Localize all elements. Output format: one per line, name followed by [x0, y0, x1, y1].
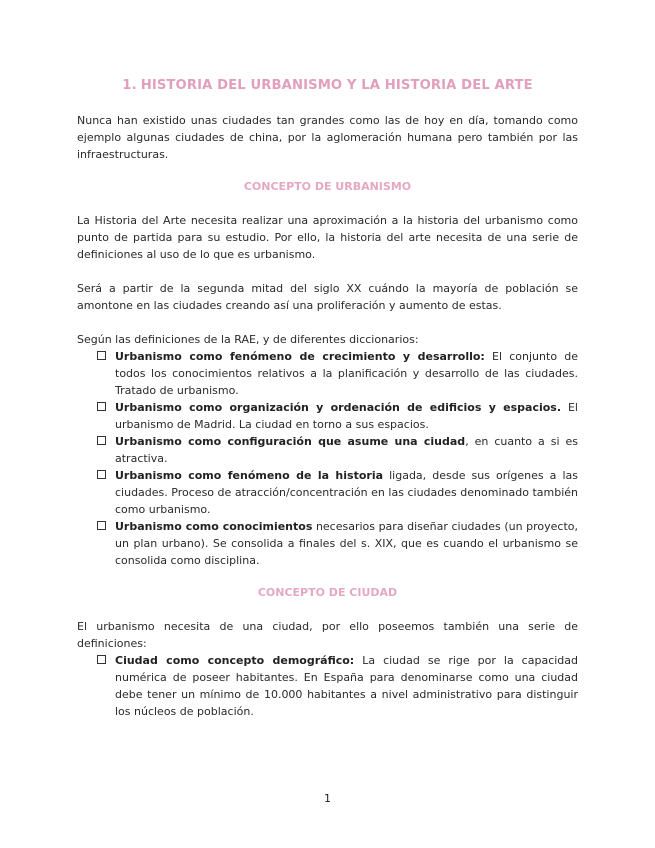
list-item — [77, 399, 578, 433]
checkbox-icon[interactable] — [97, 402, 106, 411]
urbanismo-definition-list — [77, 348, 578, 569]
checkbox-icon[interactable] — [97, 655, 106, 664]
list-item — [77, 518, 578, 569]
checkbox-icon[interactable] — [97, 436, 106, 445]
list-item-term: Ciudad como concepto demográfico: — [115, 654, 355, 667]
title-number: 1. — [122, 78, 137, 93]
list-item-text: La ciudad se rige por la capacidad numérica de poseer habitantes. En España para denominarse como una ciudad debe tener un mínimo de 10.000 habitantes a nivel administrativo para distinguir los núcleos de población. — [115, 654, 579, 718]
list-item-term: Urbanismo como fenómeno de crecimiento y desarrollo: — [115, 350, 485, 363]
page-title — [77, 78, 578, 93]
list-item-term: Urbanismo como fenómeno de la historia — [115, 469, 384, 482]
section-heading-ciudad: CONCEPTO DE CIUDAD — [257, 586, 398, 599]
list-item — [77, 433, 578, 467]
ciudad-paragraph-1: El urbanismo necesita de una ciudad, por ello poseemos también una serie de definiciones: — [77, 620, 578, 650]
urbanismo-list-intro: Según las definiciones de la RAE, y de diferentes diccionarios: — [77, 333, 419, 346]
list-item — [77, 652, 578, 720]
list-item-text: , en cuanto a si es atractiva. — [115, 435, 578, 465]
page-number: 1 — [324, 792, 331, 805]
list-item-term: Urbanismo como conocimientos — [115, 520, 313, 533]
list-item-text: necesarios para diseñar ciudades (un proyecto, un plan urbano). Se consolida a finales del s. XIX, que es cuando el urbanismo se consolida como disciplina. — [115, 520, 578, 567]
urbanismo-paragraph-2: Será a partir de la segunda mitad del siglo XX cuándo la mayoría de población se amontone en las ciudades creando así una proliferación y aumento de estas. — [77, 282, 578, 312]
list-item — [77, 348, 578, 399]
ciudad-definition-list — [77, 652, 578, 720]
checkbox-icon[interactable] — [97, 521, 106, 530]
list-item-term: Urbanismo como configuración que asume una ciudad — [115, 435, 466, 448]
list-item-text: ligada, desde sus orígenes a las ciudades. Proceso de atracción/concentración en las ciudades denominado también como urbanismo. — [115, 469, 579, 516]
list-item — [77, 467, 578, 518]
intro-paragraph: Nunca han existido unas ciudades tan grandes como las de hoy en día, tomando como ejemplo algunas ciudades de china, por la aglomeración humana pero también por las infraestructuras. — [77, 114, 578, 161]
urbanismo-paragraph-1: La Historia del Arte necesita realizar una aproximación a la historia del urbanismo como punto de partida para su estudio. Por ello, la historia del arte necesita de una serie de definiciones al uso de lo que es urbanismo. — [77, 214, 578, 261]
checkbox-icon[interactable] — [97, 470, 106, 479]
section-heading-urbanismo: CONCEPTO DE URBANISMO — [243, 180, 412, 193]
list-item-term: Urbanismo como organización y ordenación de edificios y espacios. — [115, 401, 562, 414]
title-text: HISTORIA DEL URBANISMO Y LA HISTORIA DEL ARTE — [140, 78, 533, 93]
checkbox-icon[interactable] — [97, 351, 106, 360]
list-item-text: El urbanismo de Madrid. La ciudad en torno a sus espacios. — [115, 401, 578, 431]
list-item-text: El conjunto de todos los conocimientos relativos a la planificación y desarrollo de las ciudades. Tratado de urbanismo. — [115, 350, 579, 397]
page-content — [77, 78, 578, 720]
